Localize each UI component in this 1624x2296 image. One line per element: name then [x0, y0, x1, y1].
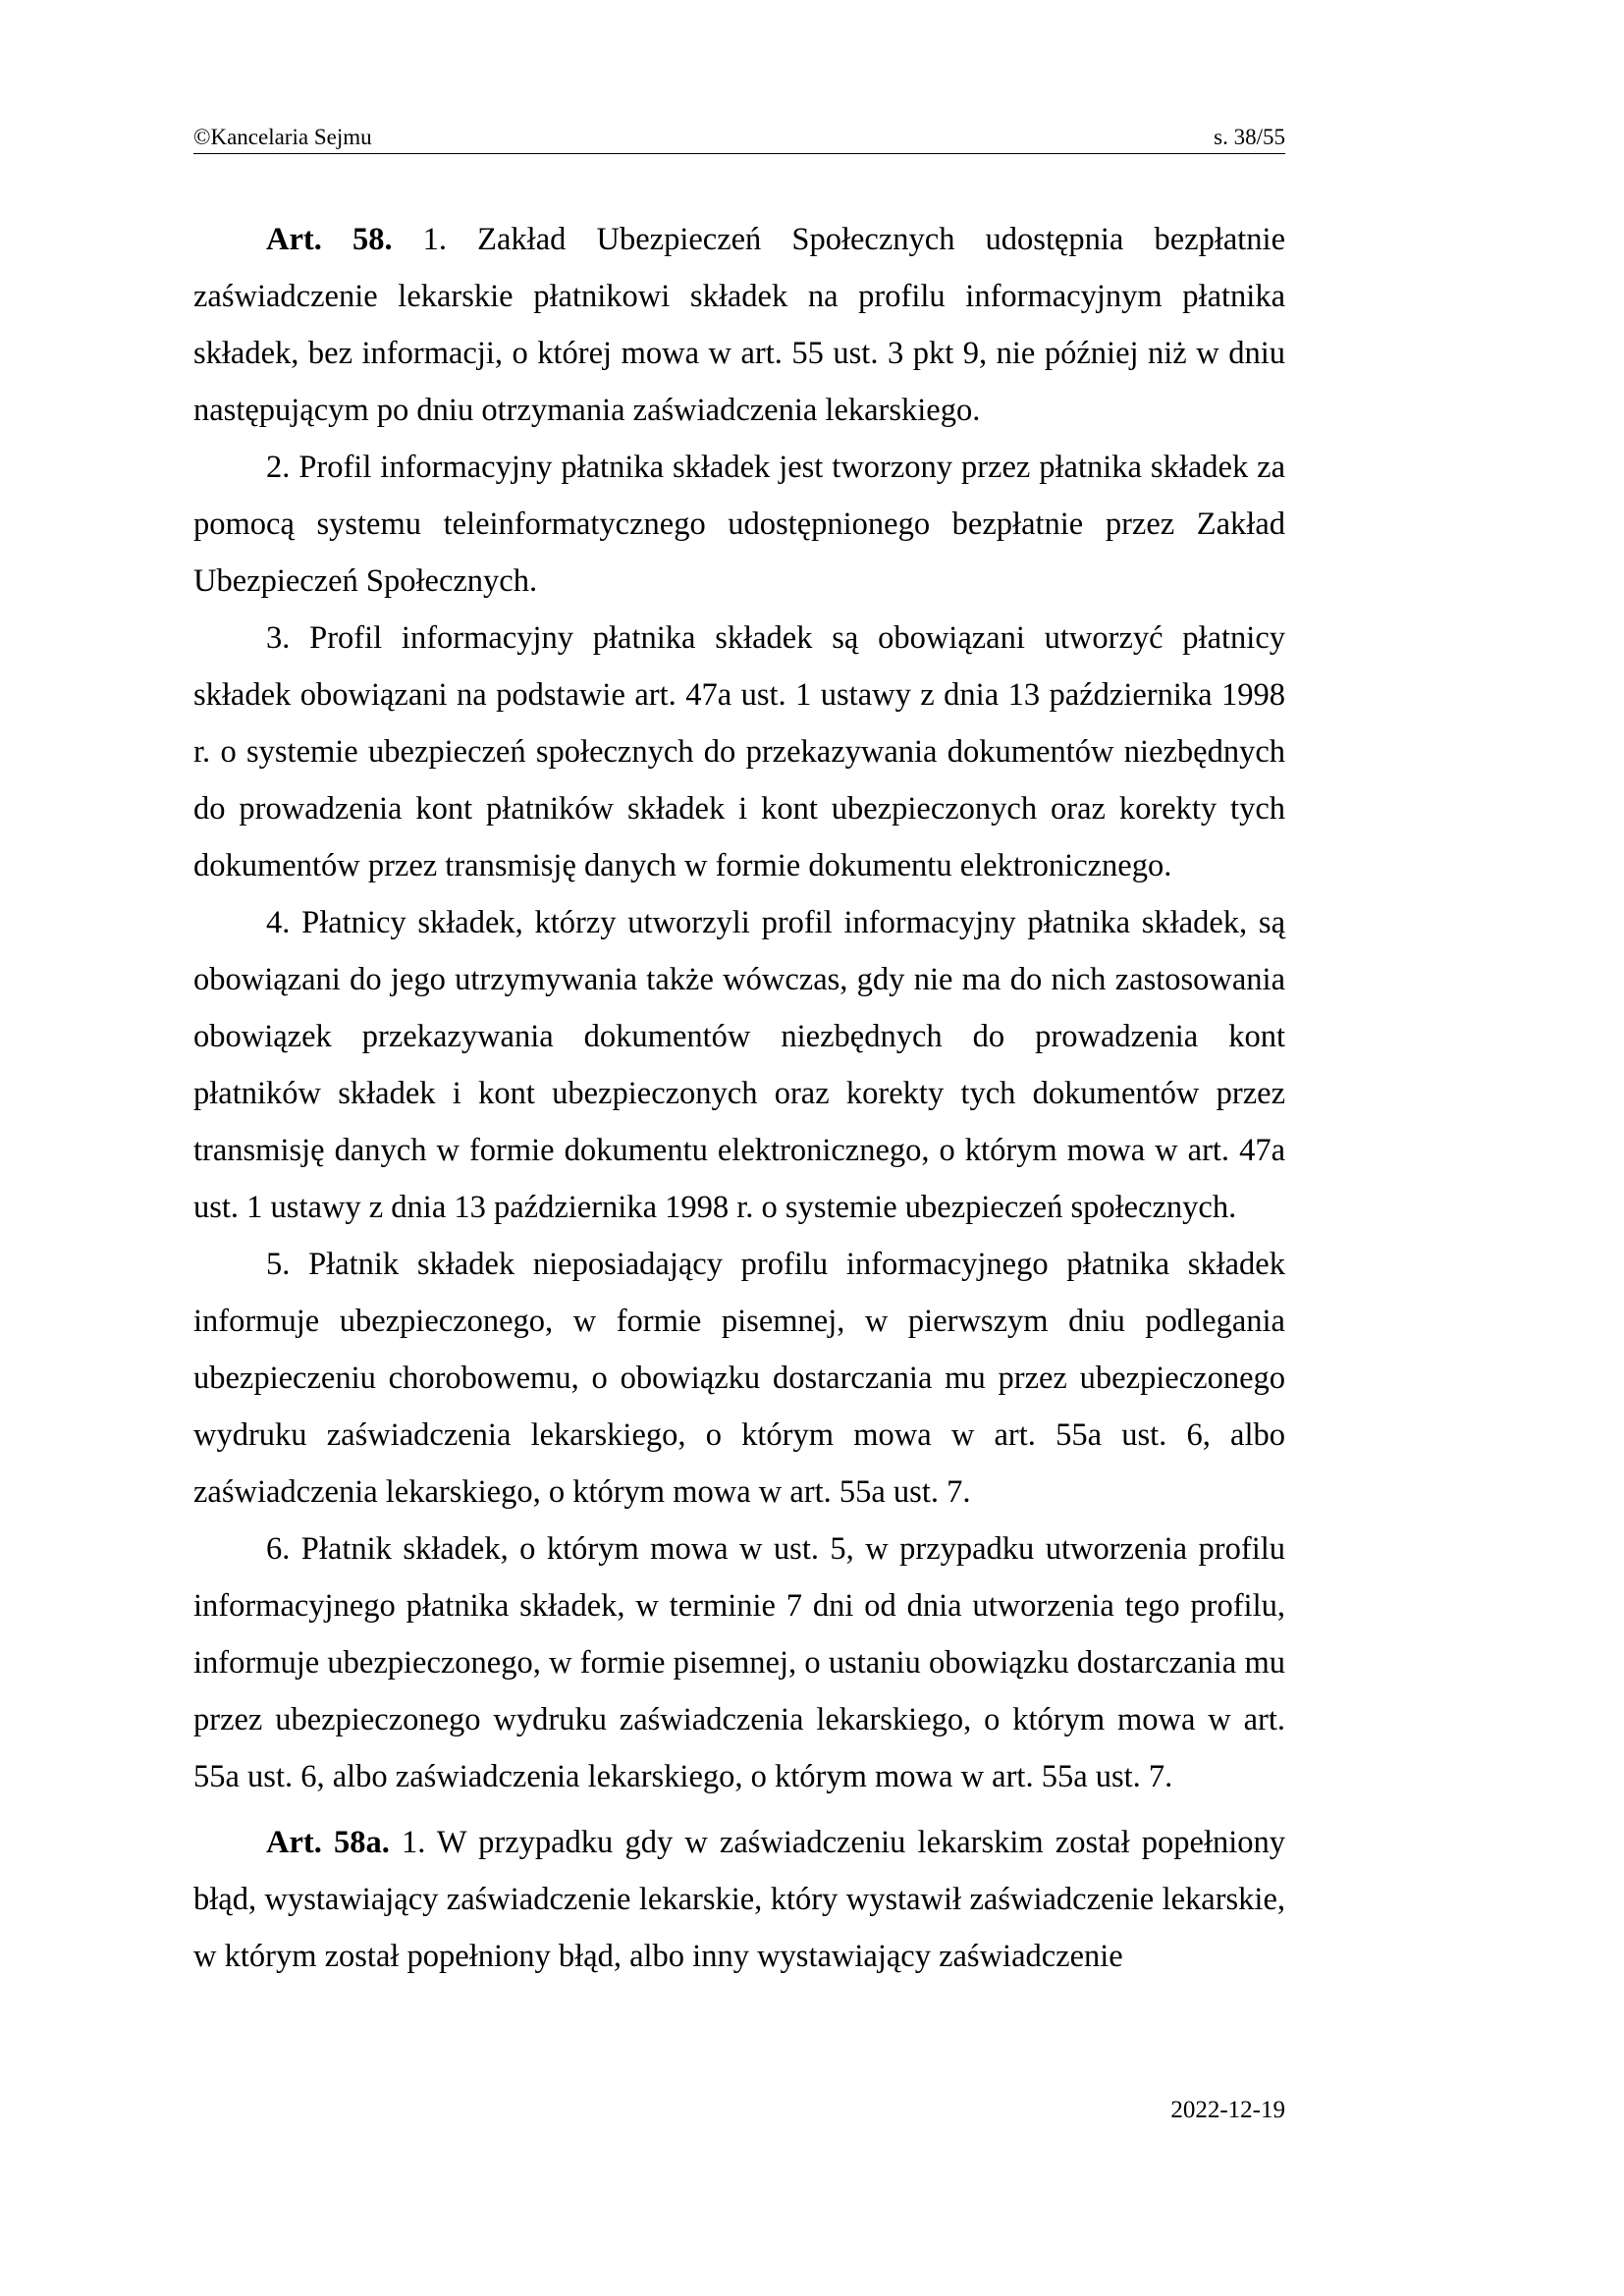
page-header — [193, 122, 1285, 154]
art58-paragraph-5: 5. Płatnik składek nieposiadający profilu informacyjnego płatnika składek informuje ubezpieczonego, w formie pisemnej, w pierwszym dniu podlegania ubezpieczeniu chorobowemu, o obowiązku dostarczania mu przez ubezpieczonego wydruku zaświadczenia lekarskiego, o którym mowa w art. 55a ust. 6, albo zaświadczenia lekarskiego, o którym mowa w art. 55a ust. 7. — [193, 1247, 1285, 1510]
art58-paragraph-1 — [193, 211, 1285, 439]
art58a-label: Art. 58a. — [266, 1825, 390, 1860]
art58a-paragraph-1 — [193, 1814, 1285, 1985]
art58-paragraph-4: 4. Płatnicy składek, którzy utworzyli profil informacyjny płatnika składek, są obowiązani do jego utrzymywania także wówczas, gdy nie ma do nich zastosowania obowiązek przekazywania dokumentów niezbędnych do prowadzenia kont płatników składek i kont ubezpieczonych oraz korekty tych dokumentów przez transmisję danych w formie dokumentu elektronicznego, o którym mowa w art. 47a ust. 1 ustawy z dnia 13 października 1998 r. o systemie ubezpieczeń społecznych. — [193, 905, 1285, 1225]
art58-label: Art. 58. — [266, 222, 393, 257]
art58-paragraph-2: 2. Profil informacyjny płatnika składek jest tworzony przez płatnika składek za pomocą systemu teleinformatycznego udostępnionego bezpłatnie przez Zakład Ubezpieczeń Społecznych. — [193, 450, 1285, 599]
page-footer-date: 2022-12-19 — [1170, 2097, 1285, 2123]
document-body — [193, 211, 1285, 1985]
header-source: ©Kancelaria Sejmu — [193, 125, 372, 149]
art58-p1-text: 1. Zakład Ubezpieczeń Społecznych udostępnia bezpłatnie zaświadczenie lekarskie płatnikowi składek na profilu informacyjnym płatnika składek, bez informacji, o której mowa w art. 55 ust. 3 pkt 9, nie później niż w dniu następującym po dniu otrzymania zaświadczenia lekarskiego. — [193, 222, 1286, 428]
art58-paragraph-3: 3. Profil informacyjny płatnika składek są obowiązani utworzyć płatnicy składek obowiązani na podstawie art. 47a ust. 1 ustawy z dnia 13 października 1998 r. o systemie ubezpieczeń społecznych do przekazywania dokumentów niezbędnych do prowadzenia kont płatników składek i kont ubezpieczonych oraz korekty tych dokumentów przez transmisję danych w formie dokumentu elektronicznego. — [193, 620, 1285, 883]
art58a-p1-text: 1. W przypadku gdy w zaświadczeniu lekarskim został popełniony błąd, wystawiający zaświadczenie lekarskie, który wystawił zaświadczenie lekarskie, w którym został popełniony błąd, albo inny wystawiający zaświadczenie — [193, 1825, 1286, 1974]
header-page-number: s. 38/55 — [1214, 125, 1285, 149]
art58-paragraph-6: 6. Płatnik składek, o którym mowa w ust. 5, w przypadku utworzenia profilu informacyjnego płatnika składek, w terminie 7 dni od dnia utworzenia tego profilu, informuje ubezpieczonego, w formie pisemnej, o ustaniu obowiązku dostarczania mu przez ubezpieczonego wydruku zaświadczenia lekarskiego, o którym mowa w art. 55a ust. 6, albo zaświadczenia lekarskiego, o którym mowa w art. 55a ust. 7. — [193, 1531, 1285, 1794]
